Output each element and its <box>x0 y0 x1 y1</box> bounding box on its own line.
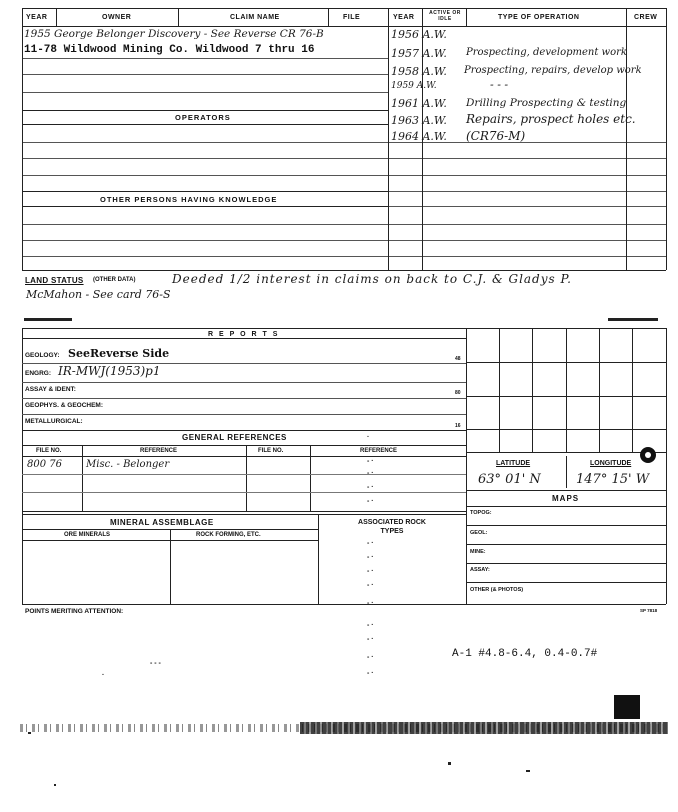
circle-stamp-icon-inner <box>645 452 651 458</box>
scan-speck <box>526 770 530 772</box>
activity-operation: Drilling Prospecting & testing <box>466 97 627 109</box>
scan-speck <box>448 762 451 765</box>
header-crew: CREW <box>634 14 658 21</box>
header-year-2: YEAR <box>393 14 415 21</box>
activity-operation: Prospecting, repairs, develop work <box>464 65 642 76</box>
land-status-sub-label: (OTHER DATA) <box>93 277 136 283</box>
engrg-label: ENGRG: <box>25 370 51 377</box>
maps-geol-label: GEOL: <box>470 530 488 536</box>
activity-entry: 1958 A.W. <box>391 65 447 78</box>
margin-number: 16 <box>455 423 461 429</box>
ref-header-file-no-2: FILE NO. <box>258 448 284 454</box>
activity-operation: Prospecting, development work <box>466 47 627 58</box>
owner-row-2: 11-78 Wildwood Mining Co. Wildwood 7 thru 16 <box>24 44 315 56</box>
scan-smudge <box>24 318 72 321</box>
rock-forming-label: ROCK FORMING, ETC. <box>196 532 261 538</box>
points-meriting-attention-label: POINTS MERITING ATTENTION: <box>25 608 124 615</box>
scan-speck <box>54 784 56 786</box>
header-type-of-operation: TYPE OF OPERATION <box>498 14 580 21</box>
maps-title: MAPS <box>552 494 580 503</box>
land-status-label: LAND STATUS <box>25 276 84 285</box>
margin-number: 48 <box>455 356 461 362</box>
header-file: FILE <box>343 14 361 21</box>
ref-header-reference-2: REFERENCE <box>360 448 398 454</box>
ref-header-file-no: FILE NO. <box>36 448 62 454</box>
activity-operation: Repairs, prospect holes etc. <box>466 112 636 126</box>
longitude-label: LONGITUDE <box>590 460 632 467</box>
general-references-title: GENERAL REFERENCES <box>182 433 287 442</box>
geology-label: GEOLOGY: <box>25 352 60 359</box>
maps-mine-label: MINE: <box>470 549 486 555</box>
activity-entry: 1961 A.W. <box>391 97 447 110</box>
reports-title: R E P O R T S <box>208 331 280 338</box>
longitude-value: 147° 15' W <box>576 472 650 487</box>
scan-noise-band-dark <box>300 722 668 734</box>
metallurgical-label: METALLURGICAL: <box>25 418 83 425</box>
latitude-label: LATITUDE <box>496 460 531 467</box>
scan-smudge <box>608 318 658 321</box>
header-active-or-idle: ACTIVE OR IDLE <box>429 10 461 22</box>
maps-topog-label: TOPOG: <box>470 510 492 516</box>
points-note: A-1 #4.8-6.4, 0.4-0.7# <box>452 648 598 660</box>
form-code: SP 7818 <box>640 608 658 613</box>
latitude-value: 63° 01' N <box>478 472 541 487</box>
margin-number: 80 <box>455 390 461 396</box>
owner-row-1: 1955 George Belonger Discovery - See Reverse CR 76-B <box>24 28 324 40</box>
land-status-line-1: Deeded 1/2 interest in claims on back to C.J. & Gladys P. <box>172 272 572 286</box>
associated-rock-types-label: ASSOCIATED ROCK TYPES <box>358 519 426 535</box>
engrg-value: IR-MWJ(1953)p1 <box>58 364 161 378</box>
header-claim-name: CLAIM NAME <box>230 14 280 21</box>
maps-other-label: OTHER (& PHOTOS) <box>470 587 524 593</box>
activity-entry: 1959 A.W. <box>391 81 437 91</box>
ore-minerals-label: ORE MINERALS <box>64 532 111 538</box>
scan-speck <box>28 732 31 734</box>
activity-operation: (CR76-M) <box>466 129 526 143</box>
activity-entry: 1957 A.W. <box>391 47 447 60</box>
activity-operation: - - - <box>490 78 509 91</box>
header-owner: OWNER <box>102 14 132 21</box>
activity-entry: 1963 A.W. <box>391 114 447 127</box>
assay-ident-label: ASSAY & IDENT: <box>25 386 76 393</box>
reference-text: Misc. - Belonger <box>86 459 170 470</box>
ref-header-reference: REFERENCE <box>140 448 178 454</box>
activity-entry: 1956 A.W. <box>391 28 447 41</box>
header-year: YEAR <box>26 14 48 21</box>
reference-file-no: 800 76 <box>27 459 62 470</box>
land-status-line-2: McMahon - See card 76-S <box>26 288 171 301</box>
mineral-assemblage-title: MINERAL ASSEMBLAGE <box>110 518 214 527</box>
operators-label: OPERATORS <box>175 113 231 122</box>
geology-value: SeeReverse Side <box>68 347 170 360</box>
scan-black-square <box>614 695 640 719</box>
maps-assay-label: ASSAY: <box>470 567 490 573</box>
other-persons-label: OTHER PERSONS HAVING KNOWLEDGE <box>100 195 278 204</box>
activity-entry: 1964 A.W. <box>391 130 447 143</box>
geophys-geochem-label: GEOPHYS. & GEOCHEM: <box>25 402 104 409</box>
